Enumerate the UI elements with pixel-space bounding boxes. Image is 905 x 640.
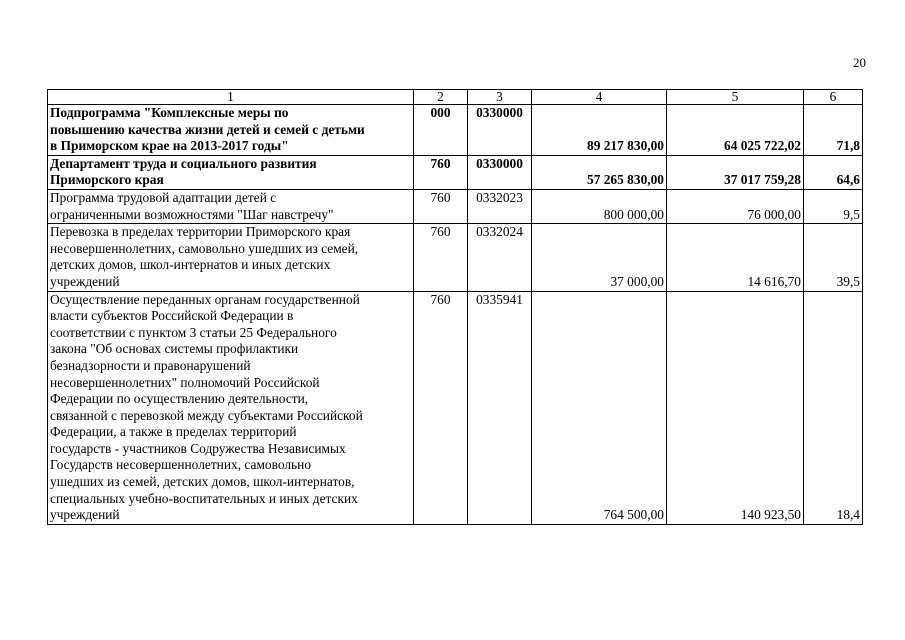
row-name-line: Государств несовершеннолетних, самовольно [50,457,312,473]
row-code-target: 0332024 [468,224,532,291]
table-row [48,105,863,156]
row-name-line: власти субъектов Российской Федерации в [50,308,294,324]
row-name-line: учреждений [50,507,120,523]
row-name-line: безнадзорности и правонарушений [50,357,251,373]
column-header-6: 6 [804,90,863,105]
row-amount-planned: 800 000,00 [532,189,667,223]
column-header-3: 3 [468,90,532,105]
table-row [48,224,863,291]
page-number: 20 [853,55,866,70]
row-name-line: соответствии с пунктом 3 статьи 25 Федерального [50,324,337,340]
row-name-line: учреждений [50,273,120,289]
table-body [48,90,863,525]
column-header-2: 2 [414,90,468,105]
row-code-target: 0330000 [468,155,532,189]
row-name [48,224,414,291]
row-name-line: Подпрограмма "Комплексные меры по [50,105,289,120]
column-header-4: 4 [532,90,667,105]
row-name-line: Федерации, а также в пределах территорий [50,424,297,440]
row-code-target: 0335941 [468,291,532,524]
row-code-ministry: 760 [414,189,468,223]
row-name-line: детских домов, школ-интернатов и иных детских [50,257,331,273]
row-name-line: в Приморском крае на 2013-2017 годы" [50,138,289,154]
row-name-line: Осуществление переданных органам государственной [50,291,360,307]
row-amount-planned: 37 000,00 [532,224,667,291]
row-amount-actual: 14 616,70 [667,224,804,291]
row-amount-planned: 764 500,00 [532,291,667,524]
table-row [48,189,863,223]
row-name [48,189,414,223]
row-name-line: Федерации по осуществлению деятельности, [50,391,309,407]
row-name-line: закона "Об основах системы профилактики [50,341,299,357]
row-percent: 64,6 [804,155,863,189]
column-header-1: 1 [48,90,414,105]
row-percent: 39,5 [804,224,863,291]
row-name-line: ушедших из семей, детских домов, школ-интернатов, [50,474,355,490]
row-name-line: несовершеннолетних, самовольно ушедших из семей, [50,240,359,256]
row-code-ministry: 760 [414,291,468,524]
row-name-line: связанной с перевозкой между субъектами Российской [50,407,363,423]
row-name-line: Перевозка в пределах территории Приморского края [50,224,351,240]
row-name-line: повышению качества жизни детей и семей с детьми [50,121,365,137]
row-percent: 71,8 [804,105,863,156]
row-code-target: 0332023 [468,189,532,223]
row-code-ministry: 760 [414,155,468,189]
row-name-line: Департамент труда и социального развития [50,155,317,171]
row-amount-actual: 140 923,50 [667,291,804,524]
row-amount-actual: 37 017 759,28 [667,155,804,189]
row-code-target: 0330000 [468,105,532,156]
column-header-5: 5 [667,90,804,105]
row-name-line: специальных учебно-воспитательных и иных детских [50,490,358,506]
row-name-line: Программа трудовой адаптации детей с [50,189,277,205]
table-row [48,291,863,524]
row-name-line: Приморского края [50,172,164,188]
row-amount-actual: 76 000,00 [667,189,804,223]
row-percent: 9,5 [804,189,863,223]
row-percent: 18,4 [804,291,863,524]
row-name-line: ограниченными возможностями "Шаг навстречу" [50,206,334,222]
row-name-line: государств - участников Содружества Независимых [50,440,346,456]
row-name [48,105,414,156]
row-code-ministry: 000 [414,105,468,156]
row-amount-actual: 64 025 722,02 [667,105,804,156]
table-row [48,155,863,189]
budget-table [47,89,863,525]
header-row [48,90,863,105]
row-name-line: несовершеннолетних" полномочий Российской [50,374,320,390]
row-amount-planned: 57 265 830,00 [532,155,667,189]
row-name [48,155,414,189]
row-code-ministry: 760 [414,224,468,291]
row-amount-planned: 89 217 830,00 [532,105,667,156]
row-name [48,291,414,524]
